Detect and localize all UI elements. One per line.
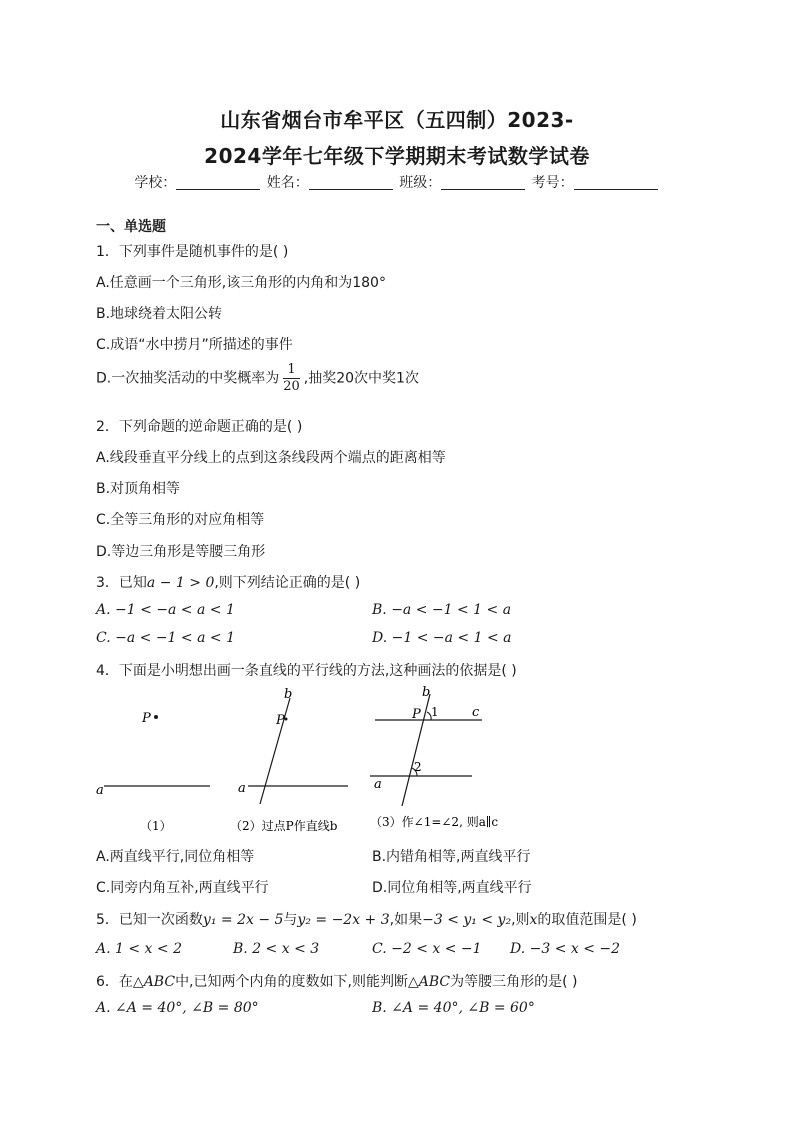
figure-3: [370, 685, 498, 829]
figure-3-caption: （3）作∠1=∠2, 则a∥c: [370, 815, 499, 829]
label-c: c: [472, 705, 480, 720]
q6-stem-post: 为等腰三角形的是( ): [450, 974, 578, 990]
point-P: [285, 718, 288, 721]
q1-stem: 1．下列事件是随机事件的是( ): [96, 244, 289, 260]
q4-option-b[interactable]: B.内错角相等,两直线平行: [372, 849, 531, 865]
label-angle-2: 2: [414, 760, 422, 774]
q4-option-c[interactable]: C.同旁内角互补,两直线平行: [96, 880, 269, 896]
q5-option-c[interactable]: C. −2 < x < −1: [372, 941, 482, 957]
q5-stem: [96, 909, 637, 929]
q5-xvar: x: [529, 912, 538, 928]
q3-stem: [96, 572, 360, 592]
q6-stem-mid: 中,已知两个内角的度数如下,则能判断: [175, 974, 408, 990]
q4-option-d[interactable]: D.同位角相等,两直线平行: [372, 880, 532, 896]
q1-d-pre: D.一次抽奖活动的中奖概率为: [96, 370, 280, 387]
label-angle-1: 1: [431, 705, 439, 719]
q3-option-d[interactable]: D. −1 < −a < 1 < a: [372, 630, 512, 646]
school-label: 学校：: [134, 175, 177, 191]
label-a: a: [374, 777, 382, 792]
q5-option-b[interactable]: B. 2 < x < 3: [233, 941, 320, 957]
q4-stem: 4．下面是小明想出画一条直线的平行线的方法,这种画法的依据是( ): [96, 663, 517, 679]
student-info-row: [0, 172, 794, 192]
label-a: a: [238, 781, 246, 796]
name-label: 姓名：: [266, 175, 309, 191]
line-b: [260, 698, 290, 804]
fraction: [283, 362, 300, 395]
q2-option-a[interactable]: A.线段垂直平分线上的点到这条线段两个端点的距离相等: [96, 450, 446, 466]
id-blank[interactable]: [574, 177, 658, 190]
q4-figures: [90, 684, 510, 834]
q5-condition: −3 < y₁ < y₂: [422, 912, 512, 928]
q5-mid3: ,则: [511, 912, 530, 928]
figure-1-caption: （1）: [140, 819, 172, 833]
label-P: P: [276, 713, 285, 728]
figure-2: [230, 687, 348, 833]
q5-stem-post: 的取值范围是( ): [537, 912, 637, 928]
school-blank[interactable]: [176, 177, 260, 190]
q2-option-d[interactable]: D.等边三角形是等腰三角形: [96, 544, 266, 560]
q2-stem: 2．下列命题的逆命题正确的是( ): [96, 419, 303, 435]
figure-1: [96, 711, 210, 833]
q3-stem-pre: 3．已知: [96, 575, 147, 591]
q6-stem-pre: 6．在: [96, 974, 133, 990]
q6-triangle-1: △ABC: [132, 974, 176, 990]
q1-option-d[interactable]: [96, 362, 419, 395]
fraction-denominator: 20: [283, 379, 300, 394]
fraction-numerator: 1: [283, 362, 300, 379]
label-b: b: [284, 687, 293, 702]
q3-option-c[interactable]: C. −a < −1 < a < 1: [96, 630, 235, 646]
q5-y2: y₂ = −2x + 3: [297, 912, 390, 928]
exam-title-line1: 山东省烟台市牟平区（五四制）2023-: [220, 108, 574, 132]
q6-option-b[interactable]: B. ∠A = 40°, ∠B = 60°: [372, 1000, 535, 1016]
q4-option-a[interactable]: A.两直线平行,同位角相等: [96, 849, 255, 865]
figure-2-caption: （2）过点P作直线b: [230, 819, 338, 833]
q3-condition: a − 1 > 0: [146, 575, 215, 591]
q3-stem-post: ,则下列结论正确的是( ): [214, 575, 361, 591]
q5-stem-pre: 5．已知一次函数: [96, 912, 203, 928]
q3-option-b[interactable]: B. −a < −1 < 1 < a: [372, 602, 512, 618]
q6-stem: [96, 971, 577, 991]
q5-mid2: ,如果: [389, 912, 423, 928]
q1-option-a[interactable]: A.任意画一个三角形,该三角形的内角和为180°: [96, 275, 386, 291]
label-P: P: [142, 711, 151, 726]
q2-option-b[interactable]: B.对顶角相等: [96, 481, 181, 497]
q5-option-d[interactable]: D. −3 < x < −2: [510, 941, 621, 957]
label-a: a: [96, 783, 104, 798]
class-label: 班级：: [399, 175, 442, 191]
q5-mid1: 与: [283, 912, 298, 928]
point-P: [154, 715, 158, 719]
id-label: 考号：: [531, 175, 574, 191]
q1-option-b[interactable]: B.地球绕着太阳公转: [96, 306, 223, 322]
label-b: b: [422, 685, 431, 700]
q5-y1: y₁ = 2x − 5: [202, 912, 284, 928]
q3-option-a[interactable]: A. −1 < −a < a < 1: [96, 602, 235, 618]
label-P: P: [412, 707, 421, 722]
q6-option-a[interactable]: A. ∠A = 40°, ∠B = 80°: [96, 1000, 259, 1016]
q6-triangle-2: △ABC: [407, 974, 451, 990]
q1-option-c[interactable]: C.成语“水中捞月”所描述的事件: [96, 337, 293, 353]
q5-option-a[interactable]: A. 1 < x < 2: [96, 941, 182, 957]
q1-d-post: ,抽奖20次中奖1次: [303, 370, 419, 387]
q2-option-c[interactable]: C.全等三角形的对应角相等: [96, 512, 265, 528]
exam-title-line2: 2024学年七年级下学期期末考试数学试卷: [204, 144, 590, 168]
name-blank[interactable]: [309, 177, 393, 190]
section-title: 一、单选题: [96, 219, 166, 235]
class-blank[interactable]: [441, 177, 525, 190]
